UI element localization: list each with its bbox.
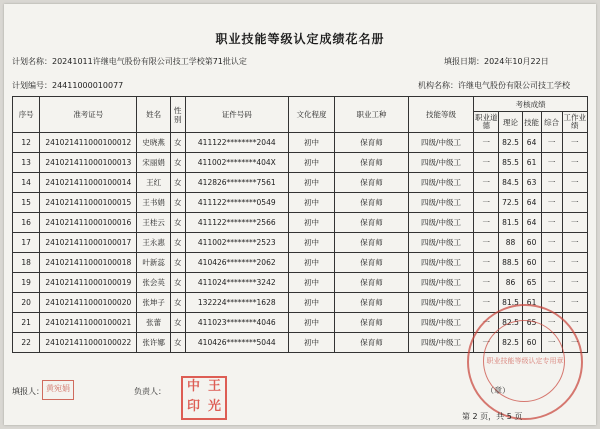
table-row: [13, 233, 588, 253]
plan-no-value: 24411000010077: [52, 81, 124, 90]
cell-theory: 82.5: [499, 313, 522, 333]
cell-work: 一: [562, 153, 587, 173]
cell-level: 四级/中级工: [408, 293, 473, 313]
header-theory: 理论: [499, 112, 522, 133]
cell-id: 411122********2044: [185, 133, 288, 153]
cell-id: 410426********2062: [185, 253, 288, 273]
cell-name: 王红: [137, 173, 171, 193]
cell-skill: 64: [522, 213, 541, 233]
cell-gender: 女: [170, 233, 185, 253]
table-row: [13, 213, 588, 233]
cell-exam: 241021411000100021: [40, 313, 137, 333]
cell-ethics: 一: [474, 233, 499, 253]
cell-level: 四级/中级工: [408, 233, 473, 253]
table-row: [13, 273, 588, 293]
cell-edu: 初中: [288, 133, 334, 153]
cell-level: 四级/中级工: [408, 253, 473, 273]
seal-text: 职业技能等级认定专用章: [486, 357, 564, 365]
cell-work: 一: [562, 273, 587, 293]
cell-seq: 22: [13, 333, 40, 353]
cell-name: 史晓燕: [137, 133, 171, 153]
cell-overall: 一: [541, 133, 562, 153]
header-exam-no: 准考证号: [40, 97, 137, 133]
cell-job: 保育师: [335, 333, 409, 353]
cell-theory: 86: [499, 273, 522, 293]
cell-theory: 88: [499, 233, 522, 253]
cell-level: 四级/中级工: [408, 313, 473, 333]
cell-job: 保育师: [335, 213, 409, 233]
page-info: 第 2 页，共 5 页: [462, 412, 523, 421]
cell-skill: 60: [522, 233, 541, 253]
seal-char: 印: [186, 399, 200, 414]
cell-name: 宋丽娟: [137, 153, 171, 173]
cell-ethics: 一: [474, 173, 499, 193]
plan-name-label: 计划名称：: [12, 57, 52, 66]
cell-job: 保育师: [335, 173, 409, 193]
cell-name: 张蕾: [137, 313, 171, 333]
cell-edu: 初中: [288, 253, 334, 273]
plan-name-value: 20241011许继电气股份有限公司技工学校第71批认定: [52, 57, 247, 66]
cell-name: 王桂云: [137, 213, 171, 233]
cell-edu: 初中: [288, 333, 334, 353]
cell-job: 保育师: [335, 253, 409, 273]
cell-gender: 女: [170, 273, 185, 293]
cell-job: 保育师: [335, 313, 409, 333]
cell-ethics: 一: [474, 193, 499, 213]
cell-id: 411024********3242: [185, 273, 288, 293]
cell-ethics: 一: [474, 213, 499, 233]
table-row: [13, 173, 588, 193]
cell-level: 四级/中级工: [408, 333, 473, 353]
fill-date-label: 填报日期：: [444, 57, 484, 66]
cell-id: 132224********1628: [185, 293, 288, 313]
cell-work: 一: [562, 233, 587, 253]
cell-skill: 65: [522, 273, 541, 293]
cell-overall: 一: [541, 173, 562, 193]
fill-date-line: [444, 56, 549, 67]
header-job: 职业工种: [335, 97, 409, 133]
header-overall: 综合: [541, 112, 562, 133]
cell-work: 一: [562, 313, 587, 333]
table-row: [13, 193, 588, 213]
cell-level: 四级/中级工: [408, 193, 473, 213]
cell-overall: 一: [541, 333, 562, 353]
plan-name-line: [12, 56, 247, 67]
cell-exam: 241021411000100019: [40, 273, 137, 293]
cell-job: 保育师: [335, 233, 409, 253]
cell-id: 411002********2523: [185, 233, 288, 253]
cell-skill: 64: [522, 193, 541, 213]
cell-theory: 82.5: [499, 333, 522, 353]
cell-theory: 84.5: [499, 173, 522, 193]
header-name: 姓名: [137, 97, 171, 133]
cell-overall: 一: [541, 313, 562, 333]
cell-skill: 65: [522, 313, 541, 333]
org-name-value: 许继电气股份有限公司技工学校: [458, 81, 570, 90]
cell-id: 410426********5044: [185, 333, 288, 353]
cell-name: 叶新蕊: [137, 253, 171, 273]
personal-seal: [181, 376, 227, 420]
cell-exam: 241021411000100014: [40, 173, 137, 193]
cell-level: 四级/中级工: [408, 273, 473, 293]
responsible-label: 负责人：: [134, 387, 166, 396]
cell-gender: 女: [170, 153, 185, 173]
cell-name: 王书娟: [137, 193, 171, 213]
cell-seq: 14: [13, 173, 40, 193]
cell-job: 保育师: [335, 293, 409, 313]
cell-seq: 13: [13, 153, 40, 173]
cell-gender: 女: [170, 293, 185, 313]
cell-exam: 241021411000100017: [40, 233, 137, 253]
cell-seq: 15: [13, 193, 40, 213]
cell-edu: 初中: [288, 233, 334, 253]
cell-overall: 一: [541, 213, 562, 233]
signature-stamp: 黄宛娟: [42, 380, 74, 400]
cell-skill: 61: [522, 153, 541, 173]
header-id-no: 证件号码: [185, 97, 288, 133]
cell-seq: 12: [13, 133, 40, 153]
cell-work: 一: [562, 333, 587, 353]
document-page: [4, 4, 596, 425]
cell-level: 四级/中级工: [408, 173, 473, 193]
cell-work: 一: [562, 213, 587, 233]
cell-name: 张许娜: [137, 333, 171, 353]
seal-char: 中: [186, 379, 200, 394]
cell-name: 王永惠: [137, 233, 171, 253]
cell-edu: 初中: [288, 213, 334, 233]
cell-work: 一: [562, 173, 587, 193]
cell-overall: 一: [541, 293, 562, 313]
cell-level: 四级/中级工: [408, 153, 473, 173]
cell-gender: 女: [170, 253, 185, 273]
header-skill: 技能: [522, 112, 541, 133]
cell-ethics: 一: [474, 273, 499, 293]
cell-job: 保育师: [335, 193, 409, 213]
cell-ethics: 一: [474, 253, 499, 273]
cell-theory: 88.5: [499, 253, 522, 273]
cell-exam: 241021411000100022: [40, 333, 137, 353]
cell-overall: 一: [541, 193, 562, 213]
cell-seq: 16: [13, 213, 40, 233]
cell-edu: 初中: [288, 173, 334, 193]
table-row: [13, 253, 588, 273]
cell-skill: 63: [522, 173, 541, 193]
header-education: 文化程度: [288, 97, 334, 133]
stamp-label: （章）: [486, 386, 510, 395]
cell-gender: 女: [170, 333, 185, 353]
cell-level: 四级/中级工: [408, 133, 473, 153]
cell-id: 411122********0549: [185, 193, 288, 213]
plan-no-label: 计划编号：: [12, 81, 52, 90]
cell-gender: 女: [170, 213, 185, 233]
document-title: 职业技能等级认定成绩花名册: [215, 32, 385, 46]
cell-exam: 241021411000100016: [40, 213, 137, 233]
cell-work: 一: [562, 133, 587, 153]
org-name-label: 机构名称：: [418, 81, 458, 90]
cell-theory: 85.5: [499, 153, 522, 173]
cell-job: 保育师: [335, 273, 409, 293]
cell-id: 411002********404X: [185, 153, 288, 173]
cell-seq: 18: [13, 253, 40, 273]
header-level: 技能等级: [408, 97, 473, 133]
cell-overall: 一: [541, 253, 562, 273]
cell-gender: 女: [170, 173, 185, 193]
table-row: [13, 133, 588, 153]
cell-seq: 19: [13, 273, 40, 293]
cell-edu: 初中: [288, 273, 334, 293]
cell-ethics: 一: [474, 333, 499, 353]
header-work: 工作业绩: [562, 112, 587, 133]
header-gender: 性别: [170, 97, 185, 133]
cell-id: 412826********7561: [185, 173, 288, 193]
cell-gender: 女: [170, 133, 185, 153]
cell-gender: 女: [170, 313, 185, 333]
fill-date-value: 2024年10月22日: [484, 57, 549, 66]
cell-seq: 17: [13, 233, 40, 253]
cell-ethics: 一: [474, 293, 499, 313]
cell-name: 张会英: [137, 273, 171, 293]
cell-exam: 241021411000100013: [40, 153, 137, 173]
cell-theory: 82.5: [499, 133, 522, 153]
plan-no-line: [12, 80, 123, 91]
cell-exam: 241021411000100018: [40, 253, 137, 273]
seal-char: 光: [207, 399, 221, 414]
cell-exam: 241021411000100012: [40, 133, 137, 153]
cell-edu: 初中: [288, 293, 334, 313]
cell-theory: 81.5: [499, 293, 522, 313]
cell-theory: 81.5: [499, 213, 522, 233]
filler-label: 填报人：: [12, 387, 44, 396]
cell-work: 一: [562, 253, 587, 273]
cell-skill: 64: [522, 133, 541, 153]
header-ethics: 职业道德: [474, 112, 499, 133]
cell-seq: 21: [13, 313, 40, 333]
official-round-seal: [467, 304, 583, 420]
table-header: [13, 97, 588, 133]
cell-id: 411122********2566: [185, 213, 288, 233]
cell-overall: 一: [541, 233, 562, 253]
cell-job: 保育师: [335, 133, 409, 153]
cell-skill: 61: [522, 293, 541, 313]
cell-exam: 241021411000100015: [40, 193, 137, 213]
cell-exam: 241021411000100020: [40, 293, 137, 313]
org-name-line: [418, 80, 570, 91]
cell-seq: 20: [13, 293, 40, 313]
header-seq: 序号: [13, 97, 40, 133]
cell-edu: 初中: [288, 193, 334, 213]
cell-work: 一: [562, 193, 587, 213]
cell-level: 四级/中级工: [408, 213, 473, 233]
table-row: [13, 153, 588, 173]
cell-job: 保育师: [335, 153, 409, 173]
cell-skill: 60: [522, 333, 541, 353]
cell-edu: 初中: [288, 313, 334, 333]
cell-overall: 一: [541, 153, 562, 173]
cell-ethics: 一: [474, 153, 499, 173]
cell-skill: 60: [522, 253, 541, 273]
cell-theory: 72.5: [499, 193, 522, 213]
cell-ethics: 一: [474, 313, 499, 333]
cell-ethics: 一: [474, 133, 499, 153]
cell-edu: 初中: [288, 153, 334, 173]
cell-name: 张坤子: [137, 293, 171, 313]
header-scores: 考核成绩: [474, 97, 588, 112]
cell-id: 411023********4046: [185, 313, 288, 333]
cell-work: 一: [562, 293, 587, 313]
seal-char: 王: [207, 379, 221, 394]
cell-gender: 女: [170, 193, 185, 213]
cell-overall: 一: [541, 273, 562, 293]
